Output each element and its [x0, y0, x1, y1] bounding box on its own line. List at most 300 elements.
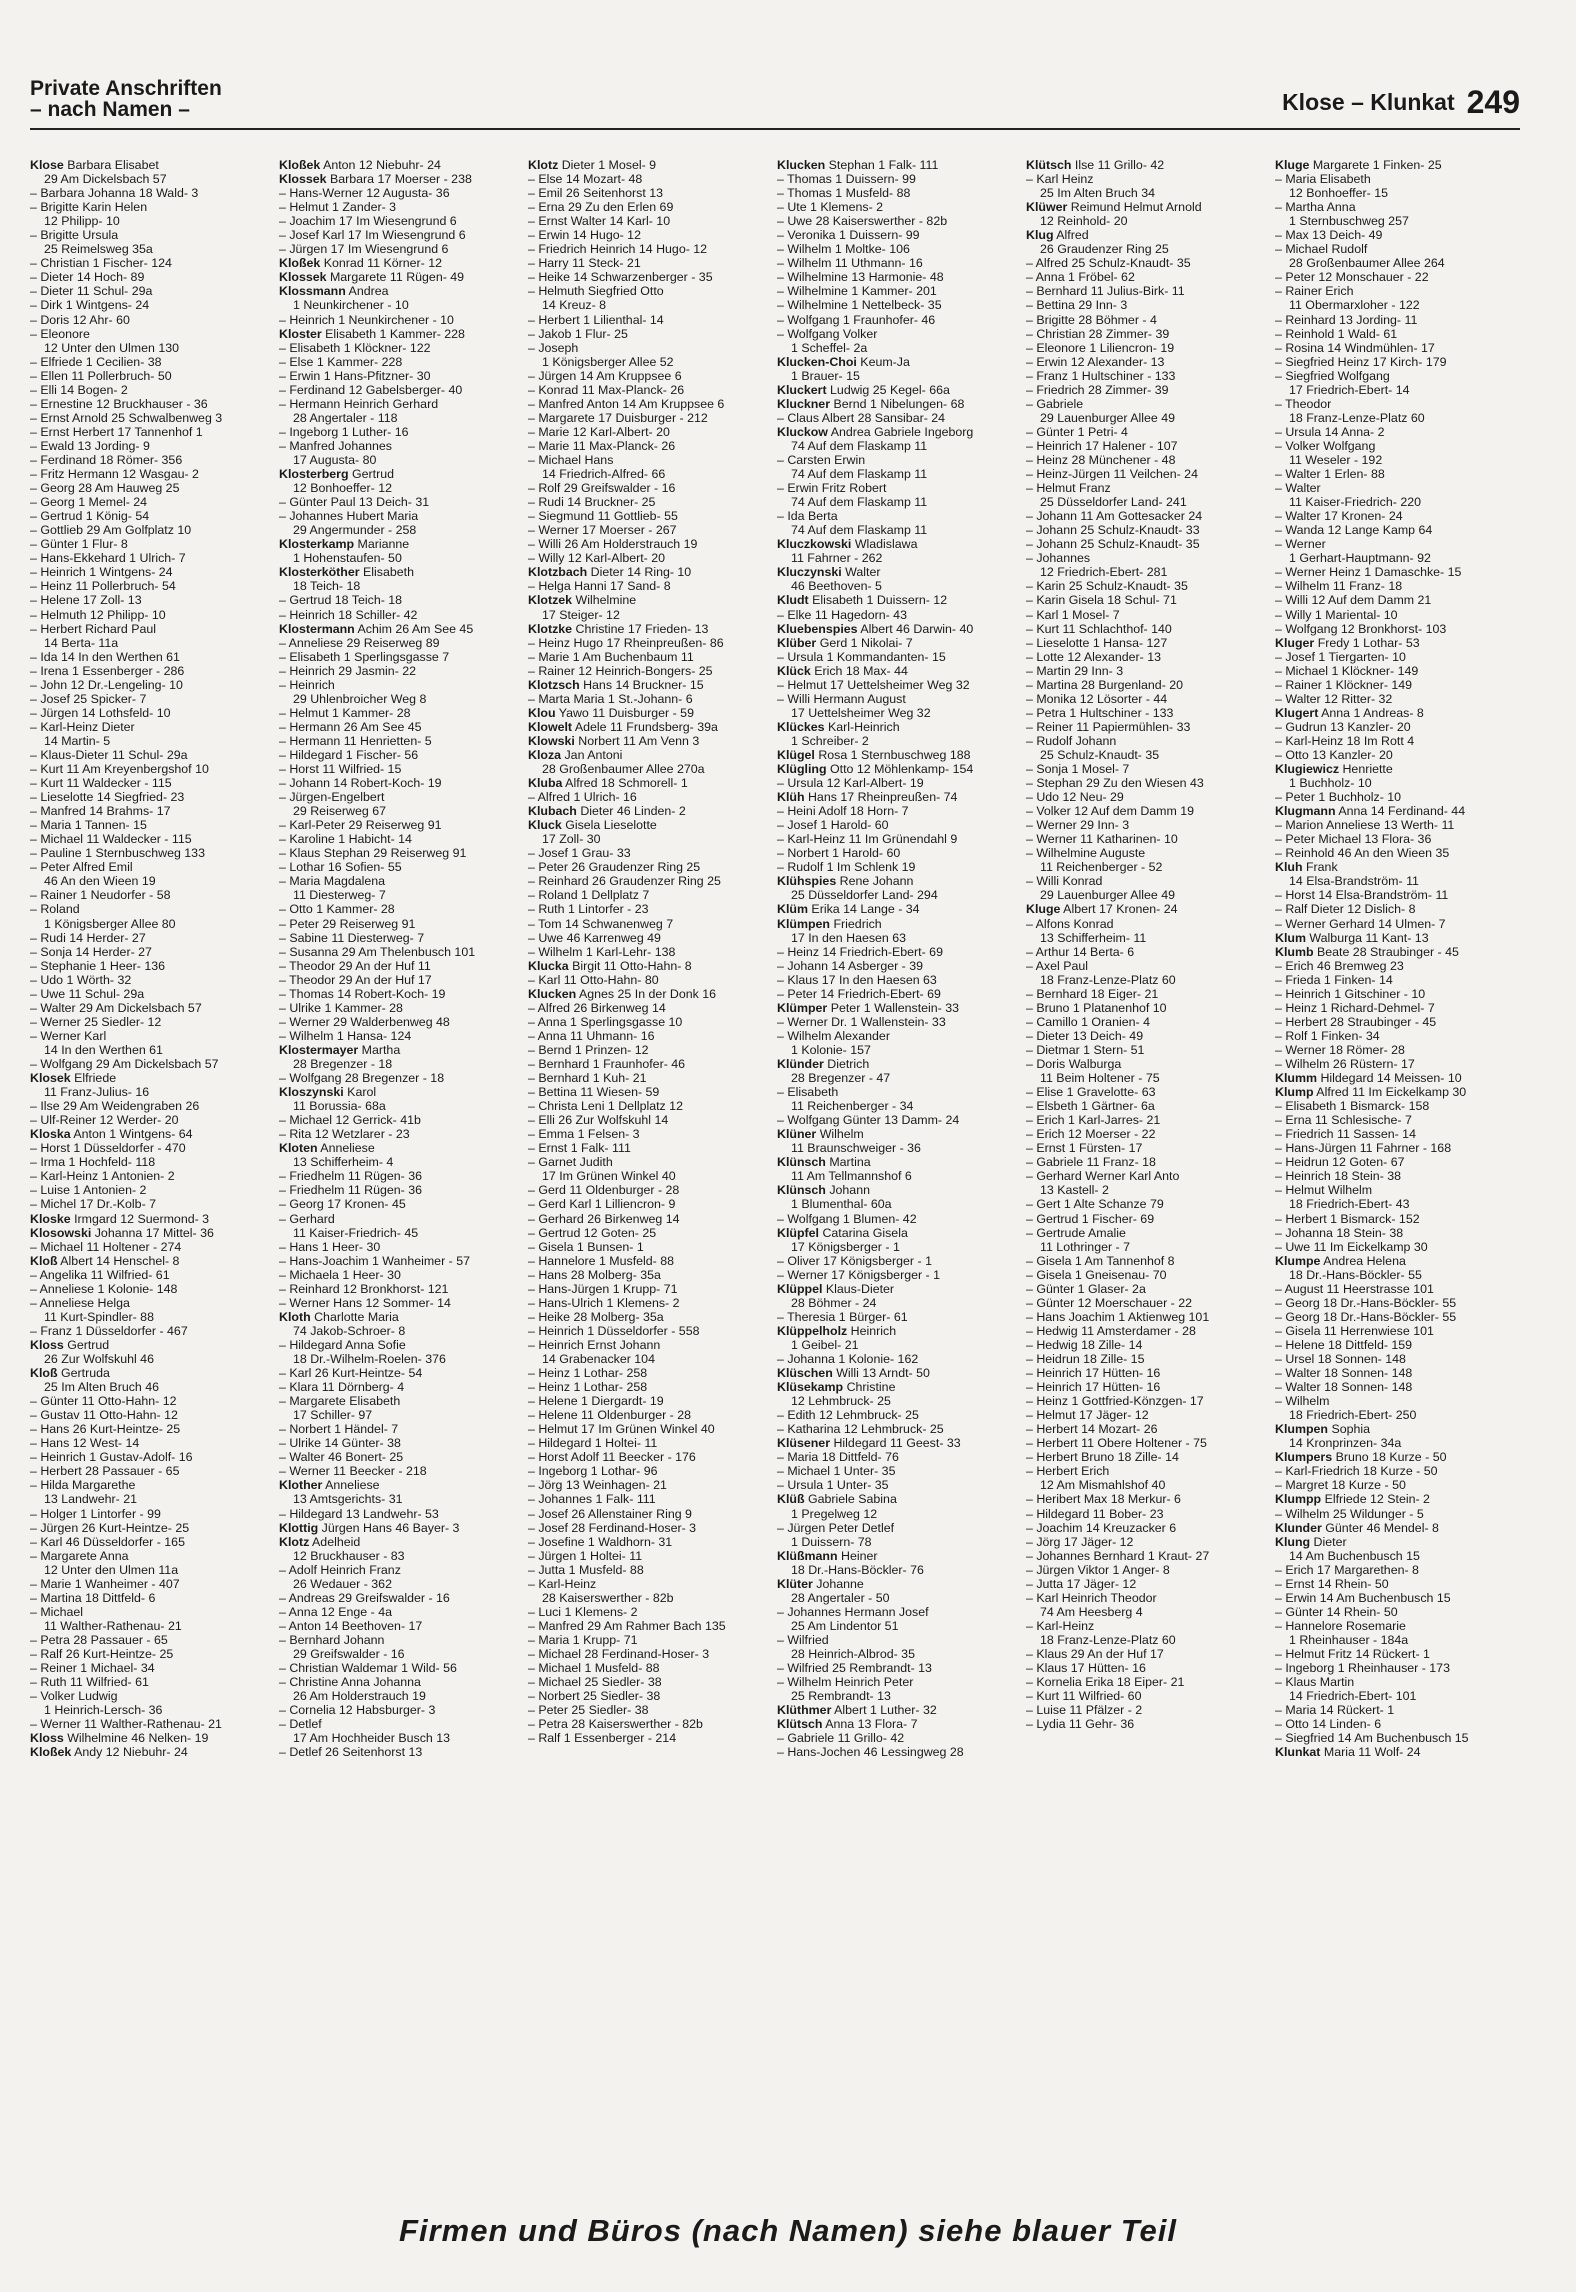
directory-entry: Klütsch Anna 13 Flora- 7: [777, 1717, 918, 1732]
directory-entry: – Marta Maria 1 St.-Johann- 6: [528, 691, 693, 706]
surname: Kloss: [30, 1731, 64, 1746]
surname: Klosek: [30, 1071, 71, 1086]
surname: Klum: [1275, 930, 1306, 945]
directory-entry: – Bernhard 11 Julius-Birk- 11: [1026, 284, 1185, 299]
directory-entry: – Horst 11 Wilfried- 15: [279, 762, 402, 777]
directory-entry: 12 Am Mismahlshof 40: [1040, 1478, 1166, 1493]
directory-entry: 13 Schifferheim- 11: [1040, 930, 1147, 945]
directory-entry: – Erich 46 Bremweg 23: [1275, 958, 1404, 973]
surname: Klugmann: [1275, 804, 1336, 819]
directory-entry: – Erna 29 Zu den Erlen 69: [528, 200, 674, 215]
surname: Klumpen: [1275, 1422, 1329, 1437]
surname: Kloßek: [30, 1745, 72, 1760]
directory-entry: Klossek Margarete 11 Rügen- 49: [279, 270, 465, 285]
directory-entry: – Karl 26 Kurt-Heintze- 54: [279, 1366, 423, 1381]
directory-entry: – Heike 28 Molberg- 35a: [528, 1309, 664, 1324]
directory-entry: – Maria 14 Rückert- 1: [1275, 1703, 1395, 1718]
directory-entry: – Siegfried Heinz 17 Kirch- 179: [1275, 354, 1447, 369]
directory-entry: – Wolfgang 1 Fraunhofer- 46: [777, 312, 936, 327]
directory-entry: – Ernst Arnold 25 Schwalbenweg 3: [30, 410, 223, 425]
directory-entry: – Volker Wolfgang: [1275, 438, 1376, 453]
directory-entry: 18 Friedrich-Ebert- 43: [1289, 1197, 1410, 1212]
directory-entry: Klotzsch Hans 14 Bruckner- 15: [528, 677, 704, 692]
directory-entry: – Jürgen Peter Detlef: [777, 1520, 895, 1535]
directory-entry: – Udo 12 Neu- 29: [1026, 790, 1124, 805]
directory-entry: – Christine Anna Johanna: [279, 1675, 421, 1690]
directory-entry: – Ralf 1 Essenberger - 214: [528, 1731, 677, 1746]
surname: Klowelt: [528, 719, 573, 734]
directory-entry: – Werner: [1275, 537, 1326, 552]
directory-entry: Klum Walburga 11 Kant- 13: [1275, 930, 1429, 945]
directory-entry: 14 Kronprinzen- 34a: [1289, 1436, 1402, 1451]
directory-entry: – Jürgen 14 Lothsfeld- 10: [30, 705, 171, 720]
directory-entry: Klumpp Elfriede 12 Stein- 2: [1275, 1492, 1430, 1507]
surname: Klossmann: [279, 284, 346, 299]
directory-entry: Kludt Elisabeth 1 Duissern- 12: [777, 593, 948, 608]
surname: Klotzek: [528, 593, 573, 608]
directory-entry: – Wilhelm 1 Moltke- 106: [777, 242, 910, 257]
directory-entry: 25 Düsseldorfer Land- 241: [1040, 495, 1187, 510]
directory-entry: – Udo 1 Wörth- 32: [30, 972, 132, 987]
directory-entry: – Detlef: [279, 1717, 322, 1732]
directory-entry: – Elise 1 Gravelotte- 63: [1026, 1085, 1156, 1100]
directory-entry: – Bettina 29 Inn- 3: [1026, 298, 1128, 313]
directory-entry: – Ulrike 1 Kammer- 28: [279, 1000, 403, 1015]
directory-entry: – Martha Anna: [1275, 200, 1356, 215]
directory-entry: – Michel 17 Dr.-Kolb- 7: [30, 1197, 157, 1212]
directory-entry: 14 Friedrich-Ebert- 101: [1289, 1689, 1417, 1704]
directory-column-3: [528, 158, 768, 1745]
directory-entry: Klucken-Choi Keum-Ja: [777, 354, 910, 369]
surname: Klotzbach: [528, 565, 588, 580]
directory-entry: – Martina 18 Dittfeld- 6: [30, 1590, 156, 1605]
directory-entry: 1 Duissern- 78: [791, 1534, 872, 1549]
directory-entry: – Franz 1 Düsseldorfer - 467: [30, 1323, 188, 1338]
directory-entry: 18 Franz-Lenze-Platz 60: [1289, 410, 1425, 425]
directory-entry: Klump Alfred 11 Im Eickelkamp 30: [1275, 1085, 1467, 1100]
directory-entry: – Josef 26 Allenstainer Ring 9: [528, 1506, 692, 1521]
directory-entry: Kloten Anneliese: [279, 1141, 375, 1156]
surname: Kluckert: [777, 382, 827, 397]
directory-entry: – Karin 25 Schulz-Knaudt- 35: [1026, 579, 1188, 594]
directory-entry: – Anna 12 Enge - 4a: [279, 1604, 392, 1619]
directory-entry: – Sabine 11 Diesterweg- 7: [279, 930, 425, 945]
surname: Kloss: [30, 1337, 64, 1352]
directory-entry: 14 Grabenacker 104: [542, 1351, 655, 1366]
surname: Klosowski: [30, 1225, 92, 1240]
directory-entry: – Josef 1 Harold- 60: [777, 818, 889, 833]
section-title-line2: – nach Namen –: [30, 98, 190, 121]
directory-entry: – Hans-Werner 12 Augusta- 36: [279, 186, 450, 201]
directory-entry: – Wolfgang 29 Am Dickelsbach 57: [30, 1057, 219, 1071]
directory-entry: – Peter Alfred Emil: [30, 860, 133, 875]
directory-entry: – Emma 1 Felsen- 3: [528, 1127, 640, 1142]
surname: Kluczkowski: [777, 537, 852, 552]
directory-entry: – Wanda 12 Lange Kamp 64: [1275, 523, 1433, 538]
directory-entry: – Norbert 1 Händel- 7: [279, 1422, 399, 1437]
directory-entry: 17 In den Haesen 63: [791, 930, 907, 945]
directory-entry: – Rudi 14 Bruckner- 25: [528, 495, 656, 510]
directory-entry: – Wilfried 25 Rembrandt- 13: [777, 1661, 932, 1676]
directory-entry: – Fritz Hermann 12 Wasgau- 2: [30, 467, 199, 482]
directory-entry: – Rainer 1 Klöckner- 149: [1275, 677, 1413, 692]
directory-entry: 12 Bruckhauser - 83: [293, 1548, 405, 1563]
directory-entry: – Hildegard 1 Holtei- 11: [528, 1436, 658, 1451]
directory-entry: 28 Kaiserswerther - 82b: [542, 1590, 674, 1605]
directory-entry: Klostermayer Martha: [279, 1042, 401, 1057]
directory-entry: – Johann 25 Schulz-Knaudt- 33: [1026, 523, 1200, 538]
directory-entry: 28 Heinrich-Albrod- 35: [791, 1646, 915, 1661]
directory-entry: 11 Beim Holtener - 75: [1040, 1071, 1160, 1086]
directory-entry: – Dieter 13 Deich- 49: [1026, 1028, 1144, 1043]
page-range: [1282, 84, 1520, 121]
directory-entry: – Klaus Stephan 29 Reiserweg 91: [279, 846, 467, 861]
directory-entry: – Elsbeth 1 Gärtner- 6a: [1026, 1099, 1155, 1114]
surname: Klotz: [279, 1534, 310, 1549]
directory-entry: – Herbert 1 Bismarck- 152: [1275, 1211, 1420, 1226]
surname: Klosterkamp: [279, 537, 355, 552]
directory-entry: – Helene 18 Dittfeld- 159: [1275, 1337, 1413, 1352]
surname: Klumm: [1275, 1071, 1317, 1086]
directory-entry: 12 Philipp- 10: [44, 214, 120, 229]
directory-entry: – Wilhelm 11 Uthmann- 16: [777, 256, 923, 271]
directory-entry: Klüppelholz Heinrich: [777, 1323, 897, 1338]
directory-entry: – Hans-Ulrich 1 Klemens- 2: [528, 1295, 680, 1310]
directory-entry: – Rudolf 1 Im Schlenk 19: [777, 860, 916, 875]
directory-entry: – Heidrun 12 Goten- 67: [1275, 1155, 1405, 1170]
directory-entry: – Marie 1 Wanheimer - 407: [30, 1576, 180, 1591]
directory-entry: Kloska Anton 1 Wintgens- 64: [30, 1127, 193, 1142]
directory-entry: – Werner 18 Römer- 28: [1275, 1042, 1405, 1057]
directory-entry: 1 Blumenthal- 60a: [791, 1197, 892, 1212]
directory-entry: 17 Königsberger - 1: [791, 1239, 900, 1254]
directory-entry: Klüß Gabriele Sabina: [777, 1492, 897, 1507]
directory-entry: Klosterköther Elisabeth: [279, 565, 414, 580]
directory-entry: – Anneliese 1 Kolonie- 148: [30, 1281, 178, 1296]
directory-entry: – Heinrich 29 Jasmin- 22: [279, 663, 417, 678]
directory-entry: – Ernst 1 Fürsten- 17: [1026, 1141, 1143, 1156]
directory-entry: – Reinhard 12 Bronkhorst- 121: [279, 1281, 449, 1296]
directory-entry: – Pauline 1 Sternbuschweg 133: [30, 846, 205, 861]
directory-entry: – Michael 12 Gerrick- 41b: [279, 1113, 421, 1128]
directory-entry: – Friedrich Heinrich 14 Hugo- 12: [528, 242, 708, 257]
directory-entry: – Gertrud 1 Fischer- 69: [1026, 1211, 1155, 1226]
directory-entry: – Gerd Karl 1 Lilliencron- 9: [528, 1197, 676, 1212]
directory-entry: – Peter 26 Graudenzer Ring 25: [528, 860, 701, 875]
directory-entry: 17 Uettelsheimer Weg 32: [791, 705, 931, 720]
directory-entry: – Gerhard: [279, 1211, 335, 1226]
directory-entry: – Helene 17 Zoll- 13: [30, 593, 142, 608]
directory-entry: Kluczkowski Wladislawa: [777, 537, 918, 552]
directory-entry: – Johann 14 Asberger - 39: [777, 958, 924, 973]
page-number: 249: [1466, 84, 1520, 120]
directory-entry: – Volker Ludwig: [30, 1689, 118, 1704]
directory-entry: Kluba Alfred 18 Schmorell- 1: [528, 776, 688, 791]
surname: Klotzsch: [528, 677, 580, 692]
directory-entry: 18 Dr.-Wilhelm-Roelen- 376: [293, 1351, 446, 1366]
directory-entry: – Heinz-Jürgen 11 Veilchen- 24: [1026, 467, 1198, 482]
directory-entry: – Susanna 29 Am Thelenbusch 101: [279, 944, 476, 959]
directory-entry: – Walter 46 Bonert- 25: [279, 1450, 404, 1465]
directory-entry: – Wilhelm: [1275, 1394, 1330, 1409]
directory-entry: – Michael 25 Siedler- 38: [528, 1675, 662, 1690]
directory-entry: – Dirk 1 Wintgens- 24: [30, 298, 150, 313]
directory-entry: – Margarete Anna: [30, 1548, 129, 1563]
directory-entry: – Wolfgang 1 Blumen- 42: [777, 1211, 917, 1226]
directory-entry: 74 Auf dem Flaskamp 11: [791, 495, 928, 510]
directory-entry: – Johannes 1 Falk- 111: [528, 1492, 656, 1507]
directory-entry: – Johanna 18 Stein- 38: [1275, 1225, 1404, 1240]
directory-entry: – Helmut 17 Jäger- 12: [1026, 1408, 1149, 1423]
directory-entry: – Wilhelm 11 Franz- 18: [1275, 579, 1403, 594]
directory-entry: – Hermann 11 Henrietten- 5: [279, 733, 432, 748]
surname: Klügel: [777, 747, 815, 762]
surname: Klüsekamp: [777, 1380, 844, 1395]
directory-entry: – Heinrich 1 Gustav-Adolf- 16: [30, 1450, 193, 1465]
directory-entry: – Maria 1 Tannen- 15: [30, 818, 147, 833]
directory-entry: – Gisela 1 Gneisenau- 70: [1026, 1267, 1167, 1282]
directory-entry: – Monika 12 Lösorter - 44: [1026, 691, 1168, 706]
directory-entry: – Michaela 1 Heer- 30: [279, 1267, 401, 1282]
directory-entry: – Erich 1 Karl-Jarres- 21: [1026, 1113, 1161, 1128]
directory-entry: – Gottlieb 29 Am Golfplatz 10: [30, 523, 192, 538]
directory-entry: 14 Elsa-Brandström- 11: [1289, 874, 1419, 889]
directory-entry: – Rosina 14 Windmühlen- 17: [1275, 340, 1435, 355]
directory-entry: – Hans-Joachim 1 Wanheimer - 57: [279, 1253, 470, 1268]
surname: Klück: [777, 663, 811, 678]
surname: Klühspies: [777, 874, 837, 889]
directory-entry: – Ralf 26 Kurt-Heintze- 25: [30, 1646, 174, 1661]
directory-entry: Klüner Wilhelm: [777, 1127, 864, 1142]
directory-entry: – Karoline 1 Habicht- 14: [279, 832, 412, 847]
directory-entry: – Theodor: [1275, 396, 1332, 411]
directory-entry: – Gerhard Werner Karl Anto: [1026, 1169, 1180, 1184]
directory-entry: Klucka Birgit 11 Otto-Hahn- 8: [528, 958, 692, 973]
surname: Klung: [1275, 1534, 1311, 1549]
directory-entry: – Johannes: [1026, 551, 1091, 566]
surname: Klucken-Choi: [777, 354, 857, 369]
directory-entry: – Margarete 17 Duisburger - 212: [528, 410, 708, 425]
directory-entry: – Hildegard 11 Bober- 23: [1026, 1506, 1164, 1521]
surname: Kluge: [1275, 158, 1310, 172]
directory-entry: 1 Gerhart-Hauptmann- 92: [1289, 551, 1431, 566]
surname: Kluckner: [777, 396, 831, 411]
directory-entry: – Lieselotte 1 Hansa- 127: [1026, 635, 1168, 650]
surname: Klucken: [528, 986, 577, 1001]
footer-note: Firmen und Büros (nach Namen) siehe blauer Teil: [399, 2213, 1177, 2248]
directory-entry: – Alfons Konrad: [1026, 916, 1114, 931]
surname: Klubach: [528, 804, 577, 819]
directory-entry: – Werner Karl: [30, 1028, 107, 1043]
directory-entry: – Garnet Judith: [528, 1155, 613, 1170]
surname: Klose: [30, 158, 64, 172]
directory-entry: – Gisela 11 Herrenwiese 101: [1275, 1323, 1434, 1338]
directory-entry: 12 Friedrich-Ebert- 281: [1040, 565, 1168, 580]
directory-entry: – Michael 11 Waldecker - 115: [30, 832, 192, 847]
directory-entry: – Werner Hans 12 Sommer- 14: [279, 1295, 451, 1310]
directory-entry: – Irena 1 Essenberger - 286: [30, 663, 185, 678]
directory-entry: – Heinrich 17 Hütten- 16: [1026, 1366, 1161, 1381]
directory-entry: – Jürgen 17 Im Wiesengrund 6: [279, 242, 449, 257]
directory-entry: – Kurt 11 Schlachthof- 140: [1026, 621, 1172, 636]
directory-entry: – Willi Hermann August: [777, 691, 906, 706]
directory-entry: – Reiner 1 Michael- 34: [30, 1661, 155, 1676]
directory-entry: Klünsch Johann: [777, 1183, 870, 1198]
directory-entry: – Petra 1 Hultschiner - 133: [1026, 705, 1174, 720]
directory-entry: 28 Böhmer - 24: [791, 1295, 877, 1310]
surname: Kloß: [30, 1366, 58, 1381]
directory-entry: – Johannes Hermann Josef: [777, 1604, 929, 1619]
directory-entry: – Siegfried Wolfgang: [1275, 368, 1390, 383]
directory-entry: – Heinz Hugo 17 Rheinpreußen- 86: [528, 635, 724, 650]
directory-entry: – Bernhard 1 Fraunhofer- 46: [528, 1057, 686, 1071]
directory-entry: 1 Buchholz- 10: [1289, 776, 1372, 791]
directory-entry: – Elisabeth: [777, 1085, 839, 1100]
directory-entry: Klugmann Anna 14 Ferdinand- 44: [1275, 804, 1466, 819]
surname: Klünsch: [777, 1155, 826, 1170]
directory-entry: – Manfred 14 Brahms- 17: [30, 804, 171, 819]
directory-entry: 14 In den Werthen 61: [44, 1042, 163, 1057]
surname: Kluebenspies: [777, 621, 858, 636]
directory-entry: 1 Sternbuschweg 257: [1289, 214, 1409, 229]
directory-entry: – Werner 11 Walther-Rathenau- 21: [30, 1717, 222, 1732]
directory-entry: Kluh Frank: [1275, 860, 1338, 875]
directory-entry: 11 Walther-Rathenau- 21: [44, 1618, 182, 1633]
directory-entry: Klüschen Willi 13 Arndt- 50: [777, 1366, 930, 1381]
surname: Klosterköther: [279, 565, 360, 580]
surname: Kloth: [279, 1309, 311, 1324]
directory-entry: 29 Uhlenbroicher Weg 8: [293, 691, 427, 706]
surname: Klowski: [528, 733, 575, 748]
directory-entry: – Ferdinand 12 Gabelsberger- 40: [279, 382, 463, 397]
directory-entry: – Elli 14 Bogen- 2: [30, 382, 128, 397]
directory-entry: 25 Schulz-Knaudt- 35: [1040, 747, 1160, 762]
directory-entry: – Heini Adolf 18 Horn- 7: [777, 804, 909, 819]
directory-entry: – Adolf Heinrich Franz: [279, 1562, 401, 1577]
directory-entry: – Walter 1 Erlen- 88: [1275, 467, 1385, 482]
directory-entry: Klossmann Andrea: [279, 284, 389, 299]
directory-entry: 13 Schifferheim- 4: [293, 1155, 394, 1170]
surname: Klümper: [777, 1000, 828, 1015]
directory-entry: – Otto 13 Kanzler- 20: [1275, 747, 1393, 762]
directory-entry: – Michael 11 Holtener - 274: [30, 1239, 182, 1254]
directory-entry: – Elke 11 Hagedorn- 43: [777, 607, 907, 622]
directory-entry: – Jörg 17 Jäger- 12: [1026, 1534, 1134, 1549]
directory-entry: 29 Greifswalder - 16: [293, 1646, 405, 1661]
directory-entry: – Walter 17 Kronen- 24: [1275, 509, 1403, 524]
directory-entry: 46 An den Wieen 19: [44, 874, 156, 889]
directory-entry: – Uwe 11 Im Eickelkamp 30: [1275, 1239, 1428, 1254]
directory-entry: 29 Lauenburger Allee 49: [1040, 410, 1176, 425]
directory-entry: – Peter 25 Siedler- 38: [528, 1703, 649, 1718]
directory-entry: – Erwin 12 Alexander- 13: [1026, 354, 1165, 369]
surname: Kloszynski: [279, 1085, 344, 1100]
directory-entry: – Georg 28 Am Hauweg 25: [30, 481, 180, 496]
directory-entry: 25 Im Alten Bruch 34: [1040, 186, 1156, 201]
directory-entry: – Ursula 14 Anna- 2: [1275, 424, 1385, 439]
directory-entry: – Erich 12 Moerser - 22: [1026, 1127, 1156, 1142]
surname: Klüh: [777, 790, 805, 805]
directory-entry: – Erich 17 Margarethen- 8: [1275, 1562, 1419, 1577]
directory-entry: Klüßmann Heiner: [777, 1548, 878, 1563]
directory-entry: – Uwe 46 Karrenweg 49: [528, 930, 661, 945]
directory-entry: – Horst Adolf 11 Beecker - 176: [528, 1450, 696, 1465]
directory-entry: Kloth Charlotte Maria: [279, 1309, 399, 1324]
directory-entry: – Holger 1 Lintorfer - 99: [30, 1506, 161, 1521]
directory-entry: – Herbert Erich: [1026, 1464, 1110, 1479]
directory-entry: 11 Am Tellmannshof 6: [791, 1169, 912, 1184]
directory-entry: – Josef 1 Grau- 33: [528, 846, 631, 861]
directory-entry: – Gabriele 11 Grillo- 42: [777, 1731, 905, 1746]
directory-entry: – Alfred 1 Ulrich- 16: [528, 790, 637, 805]
directory-entry: – Maria 18 Dittfeld- 76: [777, 1450, 899, 1465]
surname: Klottig: [279, 1520, 319, 1535]
directory-entry: – Helmuth Siegfried Otto: [528, 284, 664, 299]
directory-entry: Klotzek Wilhelmine: [528, 593, 637, 608]
directory-entry: 74 Am Heesberg 4: [1040, 1604, 1143, 1619]
directory-entry: – Dietmar 1 Stern- 51: [1026, 1042, 1145, 1057]
surname: Klumpp: [1275, 1492, 1322, 1507]
directory-entry: – Wilhelm 26 Rüstern- 17: [1275, 1057, 1415, 1071]
directory-entry: 1 Brauer- 15: [791, 368, 860, 383]
directory-entry: – Gert 1 Alte Schanze 79: [1026, 1197, 1164, 1212]
directory-entry: 46 Beethoven- 5: [791, 579, 882, 594]
directory-entry: 1 Neunkirchener - 10: [293, 298, 409, 313]
directory-entry: 28 Angertaler - 50: [791, 1590, 890, 1605]
directory-entry: – Otto 14 Linden- 6: [1275, 1717, 1382, 1732]
page-header: [30, 70, 1520, 130]
directory-entry: – Lydia 11 Gehr- 36: [1026, 1717, 1135, 1732]
directory-entry: – Michael Rudolf: [1275, 242, 1368, 257]
directory-entry: – Joseph: [528, 340, 579, 355]
directory-entry: – Wilhelmine 1 Nettelbeck- 35: [777, 298, 942, 313]
directory-entry: – Marion Anneliese 13 Werth- 11: [1275, 818, 1455, 833]
directory-entry: 11 Lothringer - 7: [1040, 1239, 1131, 1254]
directory-entry: 11 Reichenberger - 34: [791, 1099, 914, 1114]
directory-entry: 29 Angermunder - 258: [293, 523, 417, 538]
directory-entry: Klüppel Klaus-Dieter: [777, 1281, 895, 1296]
directory-entry: 11 Braunschweiger - 36: [791, 1141, 921, 1156]
directory-entry: 1 Königsberger Allee 80: [44, 916, 176, 931]
directory-entry: – Rainer 1 Neudorfer - 58: [30, 888, 171, 903]
directory-entry: – Lotte 12 Alexander- 13: [1026, 649, 1162, 664]
directory-entry: 14 Martin- 5: [44, 733, 111, 748]
directory-entry: – Helmut Franz: [1026, 481, 1111, 496]
directory-entry: 1 Pregelweg 12: [791, 1506, 878, 1521]
directory-entry: – Johannes Hubert Maria: [279, 509, 419, 524]
directory-entry: Klügel Rosa 1 Sternbuschweg 188: [777, 747, 971, 762]
directory-entry: – Maria 1 Krupp- 71: [528, 1632, 638, 1647]
directory-entry: – Camillo 1 Oranien- 4: [1026, 1014, 1150, 1029]
directory-entry: 26 Zur Wolfskuhl 46: [44, 1351, 154, 1366]
directory-entry: – Andreas 29 Greifswalder - 16: [279, 1590, 450, 1605]
directory-entry: – Klaus Martin: [1275, 1675, 1355, 1690]
directory-entry: – Maria Elisabeth: [1275, 172, 1371, 187]
directory-entry: – Hedwig 18 Zille- 14: [1026, 1337, 1143, 1352]
surname: Klugiewicz: [1275, 762, 1340, 777]
directory-entry: Klüthmer Albert 1 Luther- 32: [777, 1703, 937, 1718]
directory-entry: – Martina 28 Burgenland- 20: [1026, 677, 1184, 692]
surname: Kluh: [1275, 860, 1303, 875]
directory-entry: – Walter 12 Ritter- 32: [1275, 691, 1393, 706]
directory-entry: Klütsch Ilse 11 Grillo- 42: [1026, 158, 1165, 172]
directory-entry: – Margarete Elisabeth: [279, 1394, 401, 1409]
directory-entry: – Ernst Herbert 17 Tannenhof 1: [30, 424, 203, 439]
directory-entry: – Martin 29 Inn- 3: [1026, 663, 1124, 678]
name-range: Klose – Klunkat: [1282, 89, 1455, 115]
directory-entry: – Karl Heinrich Theodor: [1026, 1590, 1157, 1605]
directory-entry: Kloß Albert 14 Henschel- 8: [30, 1253, 180, 1268]
